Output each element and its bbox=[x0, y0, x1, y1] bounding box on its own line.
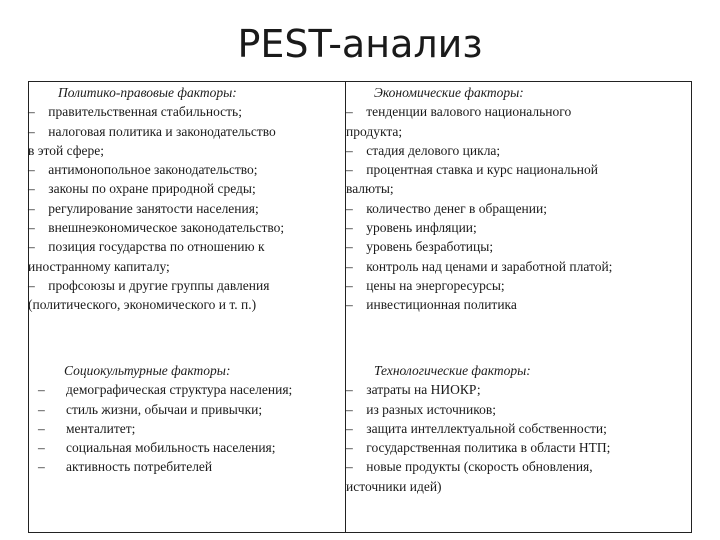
social-factors-cell bbox=[28, 361, 343, 477]
economic-factors-list bbox=[346, 102, 690, 314]
technological-factors-cell bbox=[346, 361, 690, 496]
political-factor-item: иностранному капиталу; bbox=[28, 258, 170, 274]
social-factor-label: менталитет; bbox=[66, 420, 136, 436]
page-title: PEST-анализ bbox=[237, 22, 483, 66]
social-factor-item bbox=[28, 380, 343, 399]
dash-bullet: – bbox=[38, 420, 45, 436]
economic-factor-item: – процентная ставка и курс национальной bbox=[346, 162, 598, 178]
political-factors-heading: Политико-правовые факторы: bbox=[58, 85, 237, 100]
political-factor-item: – внешнеэкономическое законодательство; bbox=[28, 220, 285, 236]
technological-factor-item: – затраты на НИОКР; bbox=[346, 382, 481, 398]
economic-factor-item: – стадия делового цикла; bbox=[346, 142, 501, 158]
technological-factor-item: источники идей) bbox=[346, 478, 442, 494]
social-factor-label: стиль жизни, обычаи и привычки; bbox=[66, 401, 263, 417]
social-factor-item bbox=[28, 419, 343, 438]
economic-factor-item: – уровень инфляции; bbox=[346, 220, 477, 236]
economic-factor-item: продукта; bbox=[346, 123, 403, 139]
political-factor-item: – правительственная стабильность; bbox=[28, 104, 242, 120]
political-factor-item: – регулирование занятости населения; bbox=[28, 200, 259, 216]
economic-factors-cell bbox=[346, 83, 690, 315]
technological-factor-item: – из разных источников; bbox=[346, 401, 497, 417]
technological-factor-item: – новые продукты (скорость обновления, bbox=[346, 459, 593, 475]
social-factor-label: активность потребителей bbox=[66, 459, 213, 475]
technological-factors-heading: Технологические факторы: bbox=[374, 363, 531, 378]
economic-factor-item: – контроль над ценами и заработной платой; bbox=[346, 258, 613, 274]
social-factor-item bbox=[28, 400, 343, 419]
political-factor-item: – профсоюзы и другие группы давления bbox=[28, 277, 270, 293]
economic-factor-item: – тенденции валового национального bbox=[346, 104, 572, 120]
technological-factors-list bbox=[346, 380, 690, 496]
political-factor-item: – налоговая политика и законодательство bbox=[28, 123, 276, 139]
economic-factors-heading: Экономические факторы: bbox=[374, 85, 524, 100]
political-factor-item: (политического, экономического и т. п.) bbox=[28, 297, 257, 313]
dash-bullet: – bbox=[38, 459, 45, 475]
political-factor-item: – антимонопольное законодательство; bbox=[28, 162, 258, 178]
political-factors-list bbox=[28, 102, 343, 314]
economic-factor-item: – количество денег в обращении; bbox=[346, 200, 547, 216]
dash-bullet: – bbox=[38, 401, 45, 417]
political-factor-item: – позиция государства по отношению к bbox=[28, 239, 265, 255]
social-factor-item bbox=[28, 438, 343, 457]
social-factor-label: демографическая структура населения; bbox=[66, 382, 293, 398]
social-factors-list bbox=[28, 380, 343, 476]
political-factors-cell bbox=[28, 83, 343, 315]
economic-factor-item: – цены на энергоресурсы; bbox=[346, 277, 505, 293]
economic-factor-item: валюты; bbox=[346, 181, 394, 197]
economic-factor-item: – уровень безработицы; bbox=[346, 239, 494, 255]
dash-bullet: – bbox=[38, 440, 45, 456]
social-factor-label: социальная мобильность населения; bbox=[66, 440, 276, 456]
economic-factor-item: – инвестиционная политика bbox=[346, 297, 517, 313]
political-factor-item: – законы по охране природной среды; bbox=[28, 181, 256, 197]
social-factors-heading: Социокультурные факторы: bbox=[64, 363, 231, 378]
social-factor-item bbox=[28, 457, 343, 476]
dash-bullet: – bbox=[38, 382, 45, 398]
technological-factor-item: – государственная политика в области НТП; bbox=[346, 440, 611, 456]
political-factor-item: в этой сфере; bbox=[28, 142, 105, 158]
technological-factor-item: – защита интеллектуальной собственности; bbox=[346, 420, 607, 436]
